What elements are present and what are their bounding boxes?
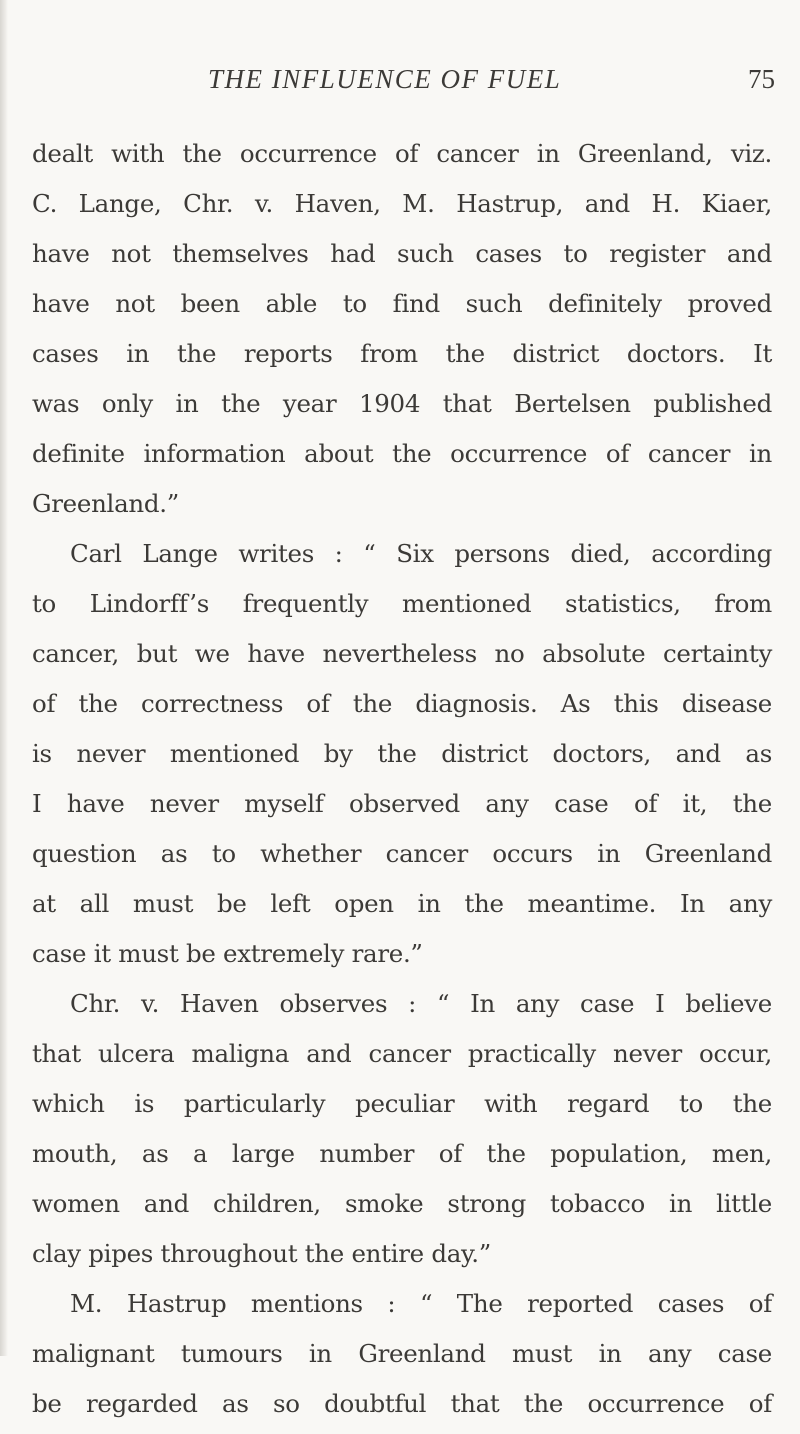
text-line: C. Lange, Chr. v. Haven, M. Hastrup, and H. Kiaer, xyxy=(32,189,772,218)
running-head: THE INFLUENCE OF FUEL xyxy=(208,64,562,94)
text-line: be regarded as so doubtful that the occurrence of xyxy=(32,1389,772,1418)
text-line: cancer, but we have nevertheless no absolute certainty xyxy=(32,639,772,668)
text-line: cases in the reports from the district doctors. It xyxy=(32,339,772,368)
text-line: dealt with the occurrence of cancer in Greenland, viz. xyxy=(32,139,772,168)
text-line: at all must be left open in the meantime. In any xyxy=(32,889,772,918)
text-line: Carl Lange writes : “ Six persons died, according xyxy=(70,539,772,568)
text-line: M. Hastrup mentions : “ The reported cases of xyxy=(70,1289,772,1318)
text-line: Chr. v. Haven observes : “ In any case I believe xyxy=(70,989,772,1018)
page-header xyxy=(0,64,800,104)
page-spine-shadow xyxy=(0,0,8,1356)
text-line: of the correctness of the diagnosis. As this disease xyxy=(32,689,772,718)
text-line: Greenland.” xyxy=(32,489,179,518)
page-number: 75 xyxy=(748,64,775,94)
text-line: have not been able to find such definitely proved xyxy=(32,289,772,318)
text-line: clay pipes throughout the entire day.” xyxy=(32,1239,492,1268)
text-line: question as to whether cancer occurs in Greenland xyxy=(32,839,772,868)
text-line: was only in the year 1904 that Bertelsen published xyxy=(32,389,772,418)
text-line: is never mentioned by the district doctors, and as xyxy=(32,739,772,768)
text-line: case it must be extremely rare.” xyxy=(32,939,423,968)
text-line: I have never myself observed any case of it, the xyxy=(32,789,772,818)
text-line: that ulcera maligna and cancer practically never occur, xyxy=(32,1039,772,1068)
text-line: malignant tumours in Greenland must in any case xyxy=(32,1339,772,1368)
body-text xyxy=(32,134,772,1434)
text-line: women and children, smoke strong tobacco in little xyxy=(32,1189,772,1218)
text-line: have not themselves had such cases to register and xyxy=(32,239,772,268)
text-line: definite information about the occurrence of cancer in xyxy=(32,439,772,468)
text-line: mouth, as a large number of the population, men, xyxy=(32,1139,772,1168)
text-line: which is particularly peculiar with regard to the xyxy=(32,1089,772,1118)
text-line: to Lindorff’s frequently mentioned statistics, from xyxy=(32,589,772,618)
